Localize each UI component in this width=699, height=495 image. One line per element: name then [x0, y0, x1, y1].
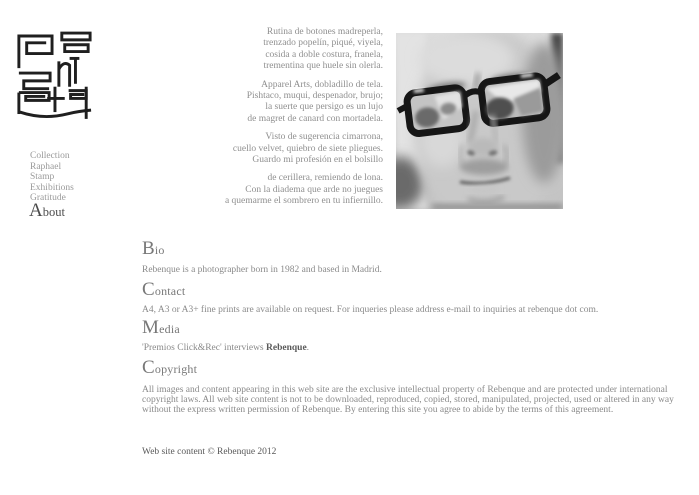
contact-heading: Contact	[142, 279, 186, 300]
copyright-heading: Copyright	[142, 357, 198, 378]
media-text	[142, 344, 674, 354]
media-text-suffix: .	[306, 343, 310, 353]
sidebar-item-exhibitions[interactable]: Exhibitions	[30, 182, 74, 193]
poem-line: Con la diadema que arde no juegues	[245, 184, 383, 195]
poem-line: cosida a doble costura, franela,	[265, 49, 383, 60]
poem-line: de cerillera, remiendo de lona.	[267, 173, 383, 184]
poem-line: Apparel Arts, dobladillo de tela.	[261, 79, 383, 90]
copyright-text: All images and content appearing in this web site are the exclusive intellectual property of Rebenque and are protected under international copyright laws. All web site content is not to be downloaded, reproduced, copied, stored, manipulated, projected, used or altered in any way without the express written permission of Rebenque. By entering this site you agree to abide by the terms of this agreement.	[142, 385, 674, 415]
poem-stanza-4	[203, 173, 383, 207]
poem-stanza-2	[203, 80, 383, 126]
media-rebenque-link[interactable]: Rebenque	[266, 343, 307, 353]
poem-line: cuello velvet, quiebro de siete pliegues.	[232, 143, 383, 154]
sidebar-item-gratitude[interactable]: Gratitude	[30, 193, 66, 204]
sidebar-item-about-current[interactable]: About	[29, 200, 65, 221]
sidebar-item-raphael[interactable]: Raphael	[30, 161, 62, 172]
poem-line: a quemarme el sombrero en tu infiernillo.	[224, 196, 383, 207]
poem-stanza-3	[203, 132, 383, 166]
poem-line: trementina que huele sin olerla.	[263, 61, 383, 72]
rebenque-logo-mark	[14, 28, 94, 122]
sidebar-item-collection[interactable]: Collection	[30, 151, 70, 161]
portrait-photo	[396, 33, 563, 209]
poem-text	[203, 27, 383, 215]
sidebar-item-stamp[interactable]: Stamp	[30, 172, 55, 183]
sidebar-nav	[30, 151, 74, 204]
media-text-prefix: 'Premios Click&Rec' interviews	[142, 343, 267, 353]
poem-line: Rutina de botones madreperla,	[266, 27, 383, 37]
media-heading: Media	[142, 317, 180, 338]
poem-line: Pishtaco, muqui, despenador, brujo;	[246, 91, 383, 102]
poem-line: la suerte que persigo es un lujo	[265, 102, 383, 113]
bio-text: Rebenque is a photographer born in 1982 and based in Madrid.	[142, 265, 382, 275]
bio-heading: Bio	[142, 238, 165, 259]
poem-line: trenzado popelín, piqué, viyela,	[263, 38, 383, 49]
footer-copyright: Web site content © Rebenque 2012	[142, 447, 277, 457]
poem-line: Guardo mi profesión en el bolsillo	[252, 155, 383, 166]
poem-stanza-1	[203, 27, 383, 73]
rebenque-logo[interactable]	[14, 28, 94, 122]
poem-line: de magret de canard con mortadela.	[247, 113, 383, 124]
poem-line: Visto de sugerencia cimarrona,	[265, 132, 383, 143]
contact-text: A4, A3 or A3+ fine prints are available on request. For inqueries please address e-mail to inquiries at rebenque dot com.	[142, 305, 599, 315]
